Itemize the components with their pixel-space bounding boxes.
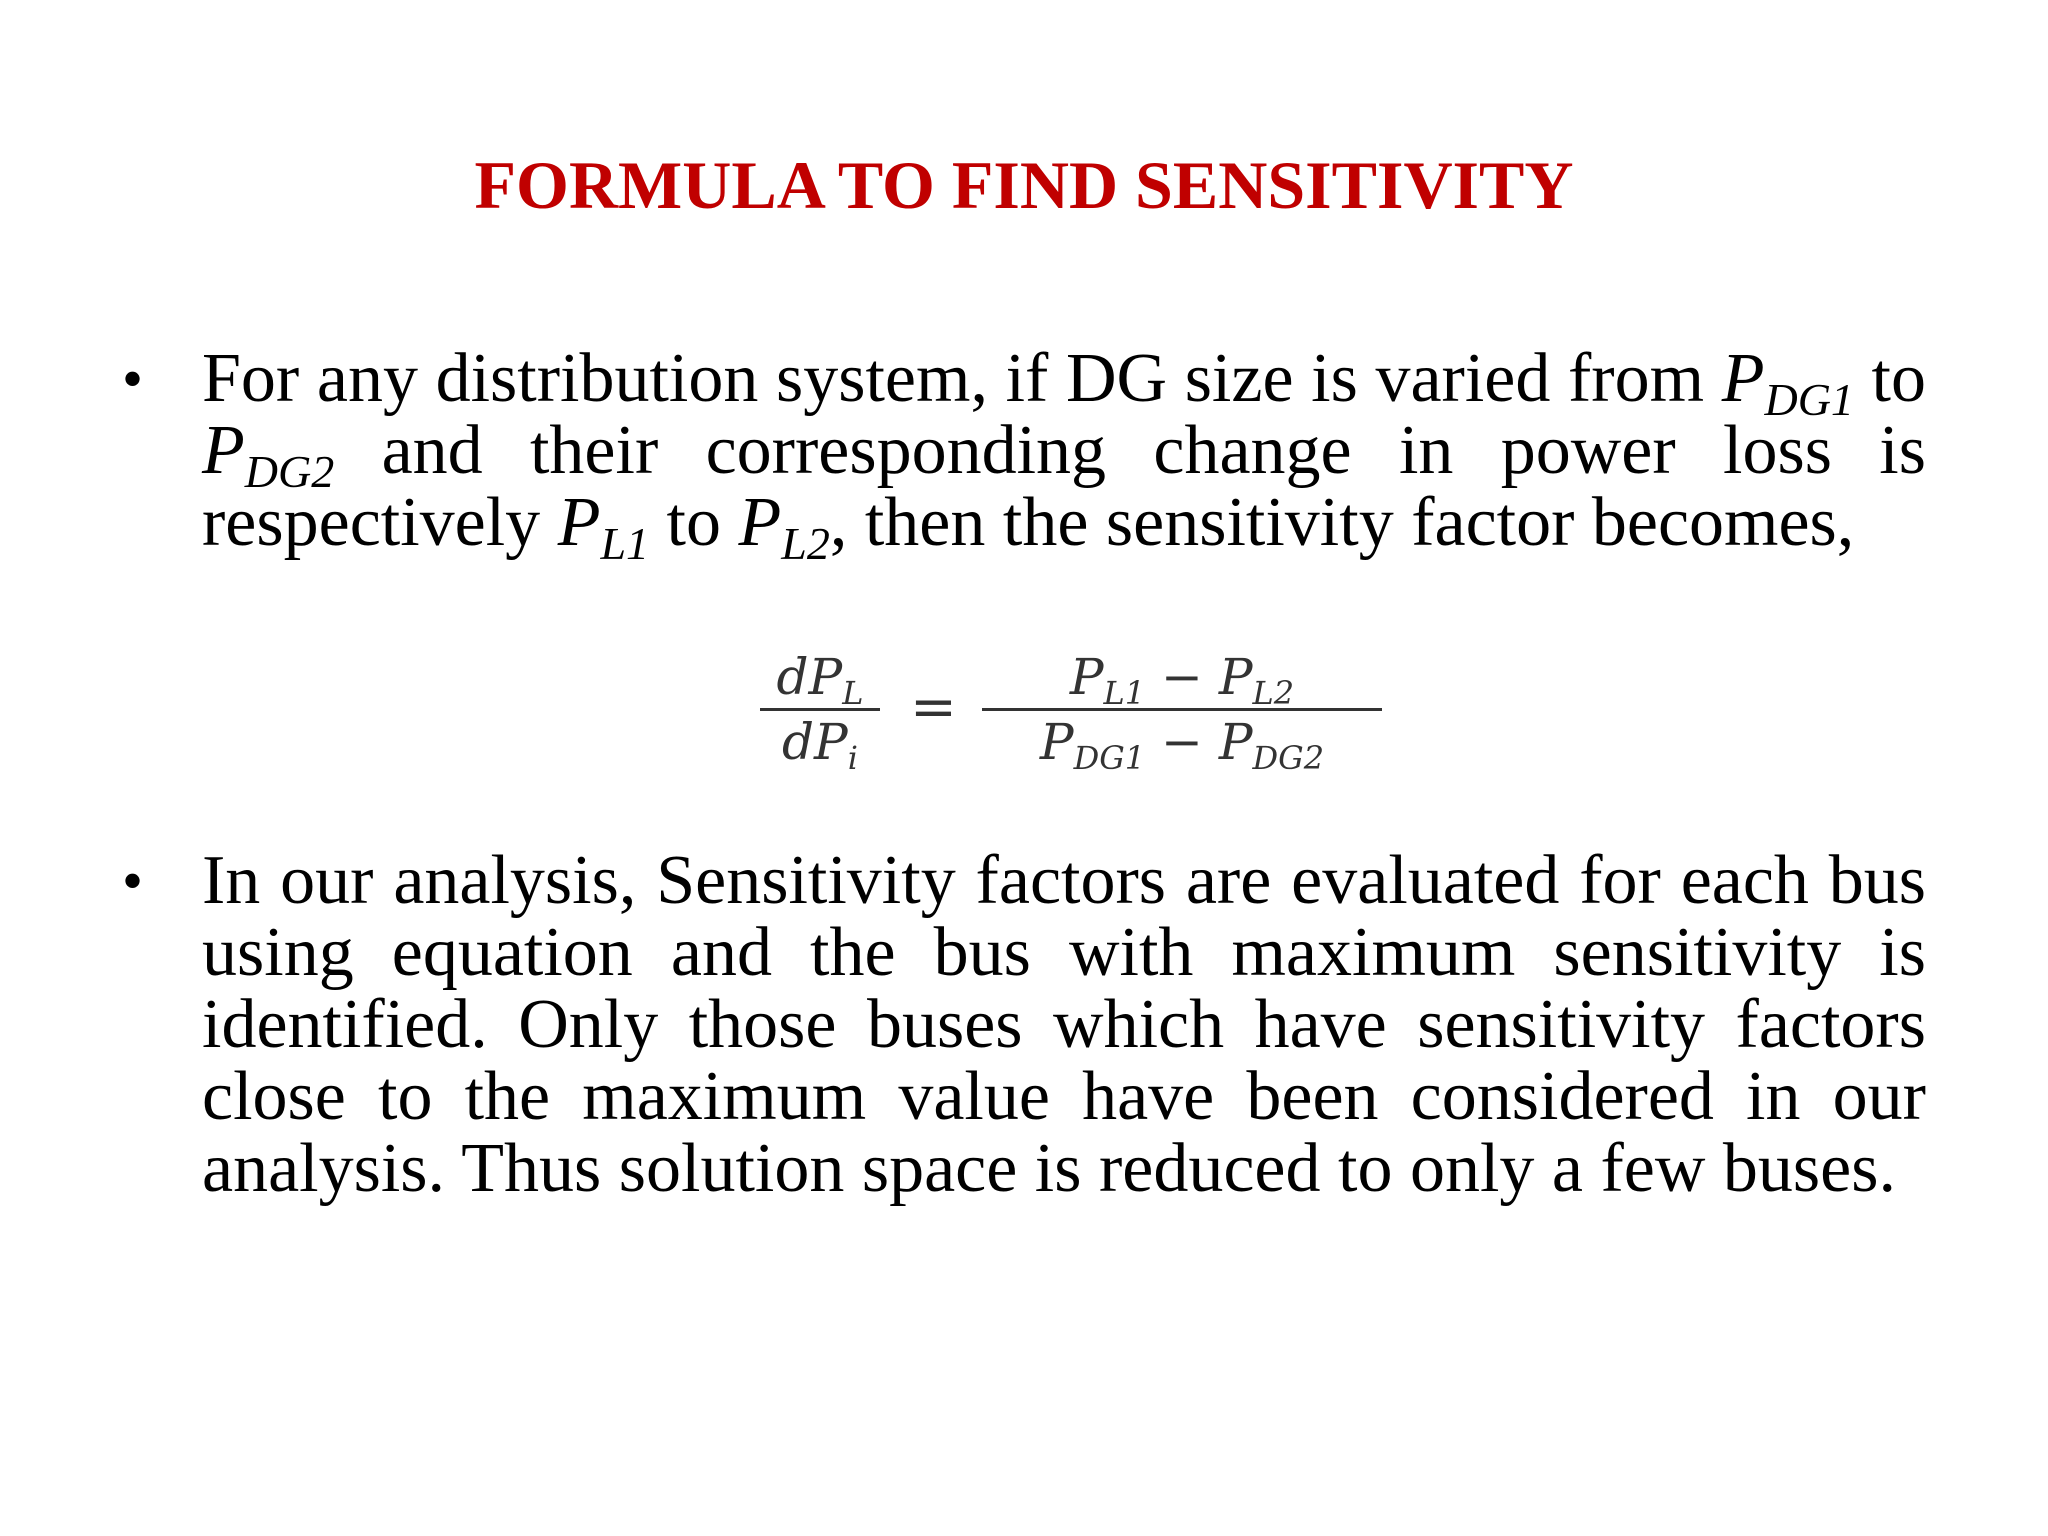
rhs-den-b-subscript: DG2 (1252, 739, 1325, 777)
bullet1-text-3: and their corresponding change in power loss is respectively (202, 412, 1926, 561)
slide-title: FORMULA TO FIND SENSITIVITY (474, 147, 1574, 223)
rhs-num-minus: − (1145, 648, 1219, 706)
lhs-fraction (760, 648, 880, 777)
bullet-paragraph-1 (122, 340, 1926, 569)
bullet1-text-4: to (649, 484, 739, 561)
rhs-num-a: P (1069, 648, 1104, 706)
rhs-den-a: P (1039, 713, 1074, 771)
bullet1-text-2: to (1853, 340, 1926, 417)
subscript-l1: L1 (600, 518, 650, 569)
lhs-den-text: dP (782, 713, 848, 771)
lhs-num-text: dP (776, 648, 843, 706)
symbol-p-dg2: P (202, 412, 245, 489)
rhs-den-a-subscript: DG1 (1073, 739, 1146, 777)
rhs-denominator (982, 713, 1382, 777)
sensitivity-equation (760, 648, 1400, 778)
rhs-den-minus: − (1145, 713, 1219, 771)
lhs-numerator (760, 648, 880, 712)
bullet-marker: • (122, 346, 144, 412)
symbol-p-dg1: P (1721, 340, 1765, 417)
bullet1-text-5: , then the sensitivity factor becomes, (829, 484, 1855, 561)
rhs-fraction-bar (982, 708, 1382, 711)
symbol-p-l2: P (738, 484, 782, 561)
rhs-numerator (982, 648, 1382, 712)
rhs-num-b: P (1218, 648, 1253, 706)
bullet2-text: In our analysis, Sensitivity factors are evaluated for each bus using equation and the bus with maximum sensitivity is identified. Only those buses which have sensitivity factors close to the maximum value have been considered in our analysis. Thus solution space is reduced to only a few buses. (202, 842, 1926, 1207)
lhs-denominator (760, 713, 880, 777)
subscript-dg2: DG2 (244, 446, 335, 497)
bullet-marker: • (122, 848, 144, 914)
bullet-paragraph-2 (122, 842, 1926, 1207)
subscript-dg1: DG1 (1764, 374, 1854, 425)
rhs-num-b-subscript: L2 (1252, 674, 1295, 712)
bullet1-text-1: For any distribution system, if DG size is varied from (202, 340, 1722, 417)
rhs-fraction (982, 648, 1382, 777)
rhs-den-b: P (1218, 713, 1253, 771)
rhs-num-a-subscript: L1 (1103, 674, 1146, 712)
symbol-p-l1: P (557, 484, 601, 561)
subscript-l2: L2 (781, 518, 830, 569)
lhs-num-subscript: L (842, 674, 864, 712)
equals-sign: = (910, 675, 957, 740)
lhs-den-subscript: i (847, 739, 858, 777)
